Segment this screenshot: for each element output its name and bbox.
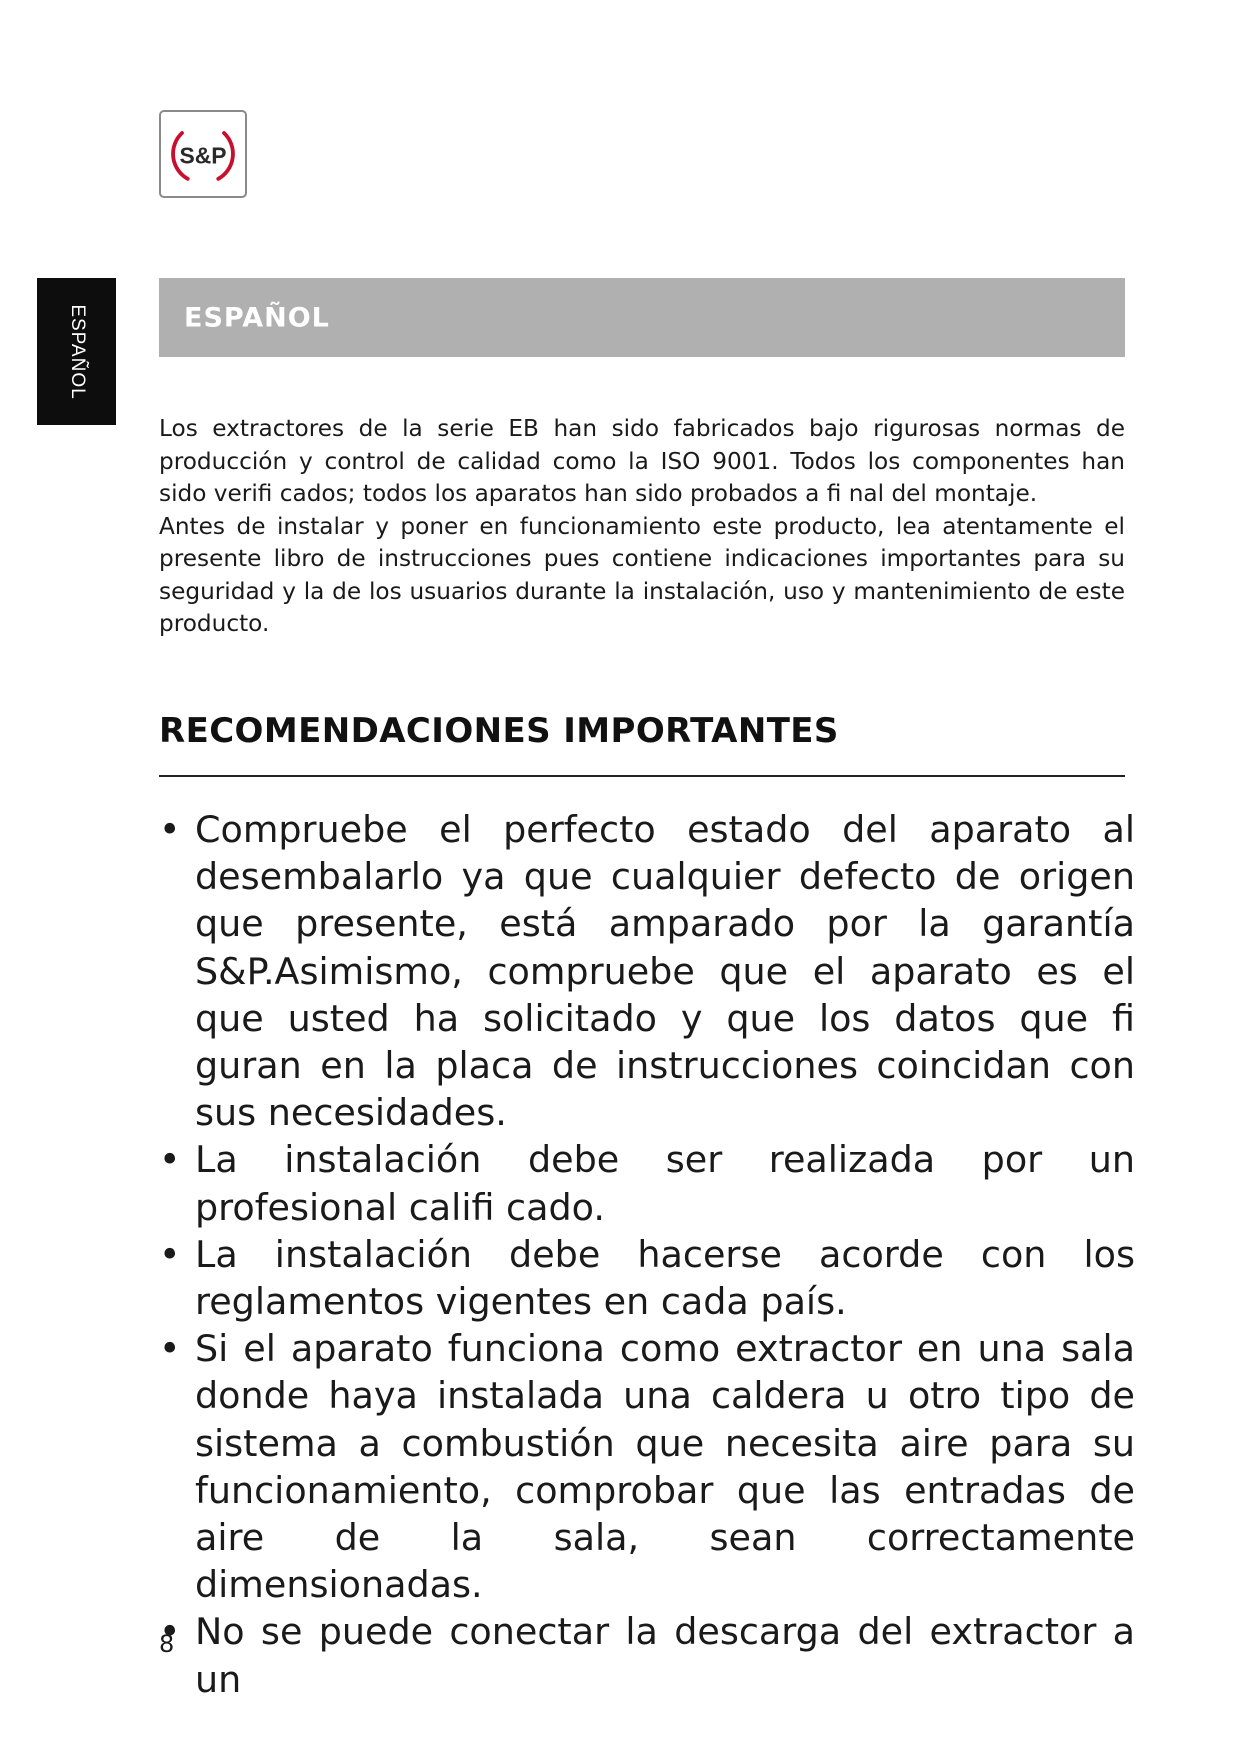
logo-text: S&P bbox=[179, 142, 227, 169]
section-title: RECOMENDACIONES IMPORTANTES bbox=[159, 711, 839, 751]
intro-paragraph: Antes de instalar y poner en funcionamiento este producto, lea atentamente el presente libro de instrucciones pues contiene indicaciones importantes para su seguridad y la de los usuarios durante la instalación, uso y mantenimiento de este producto. bbox=[159, 512, 1125, 637]
list-item: • La instalación debe ser realizada por un profesional califi cado. bbox=[159, 1136, 1135, 1230]
sp-logo bbox=[159, 110, 247, 198]
sp-logo-icon bbox=[161, 112, 245, 196]
recommendations-list bbox=[159, 806, 1135, 1703]
list-item: • La instalación debe hacerse acorde con los reglamentos vigentes en cada país. bbox=[159, 1231, 1135, 1325]
list-item: • No se puede conectar la descarga del extractor a un bbox=[159, 1608, 1135, 1702]
side-language-label: ESPAÑOL bbox=[66, 303, 88, 400]
language-header-bar bbox=[159, 278, 1125, 357]
intro-paragraph: Los extractores de la serie EB han sido fabricados bajo rigurosas normas de producción y control de calidad como la ISO 9001. Todos los componentes han sido verifi cados; todos los aparatos han sido probados a fi nal del montaje. bbox=[159, 415, 1125, 507]
list-item: • Si el aparato funciona como extractor en una sala donde haya instalada una caldera u otro tipo de sistema a combustión que necesita aire para su funcionamiento, comprobar que las entradas de aire de la sala, sean correctamente dimensionadas. bbox=[159, 1325, 1135, 1608]
side-language-tab bbox=[37, 278, 116, 425]
section-divider bbox=[159, 775, 1125, 777]
language-header-label: ESPAÑOL bbox=[184, 302, 330, 333]
list-item: • Compruebe el perfecto estado del aparato al desembalarlo ya que cualquier defecto de origen que presente, está amparado por la garantía S&P.Asimismo, compruebe que el aparato es el que usted ha solicitado y que los datos que fi guran en la placa de instrucciones coincidan con sus necesidades. bbox=[159, 806, 1135, 1136]
intro-text bbox=[159, 413, 1125, 641]
page-number: 8 bbox=[159, 1630, 175, 1658]
